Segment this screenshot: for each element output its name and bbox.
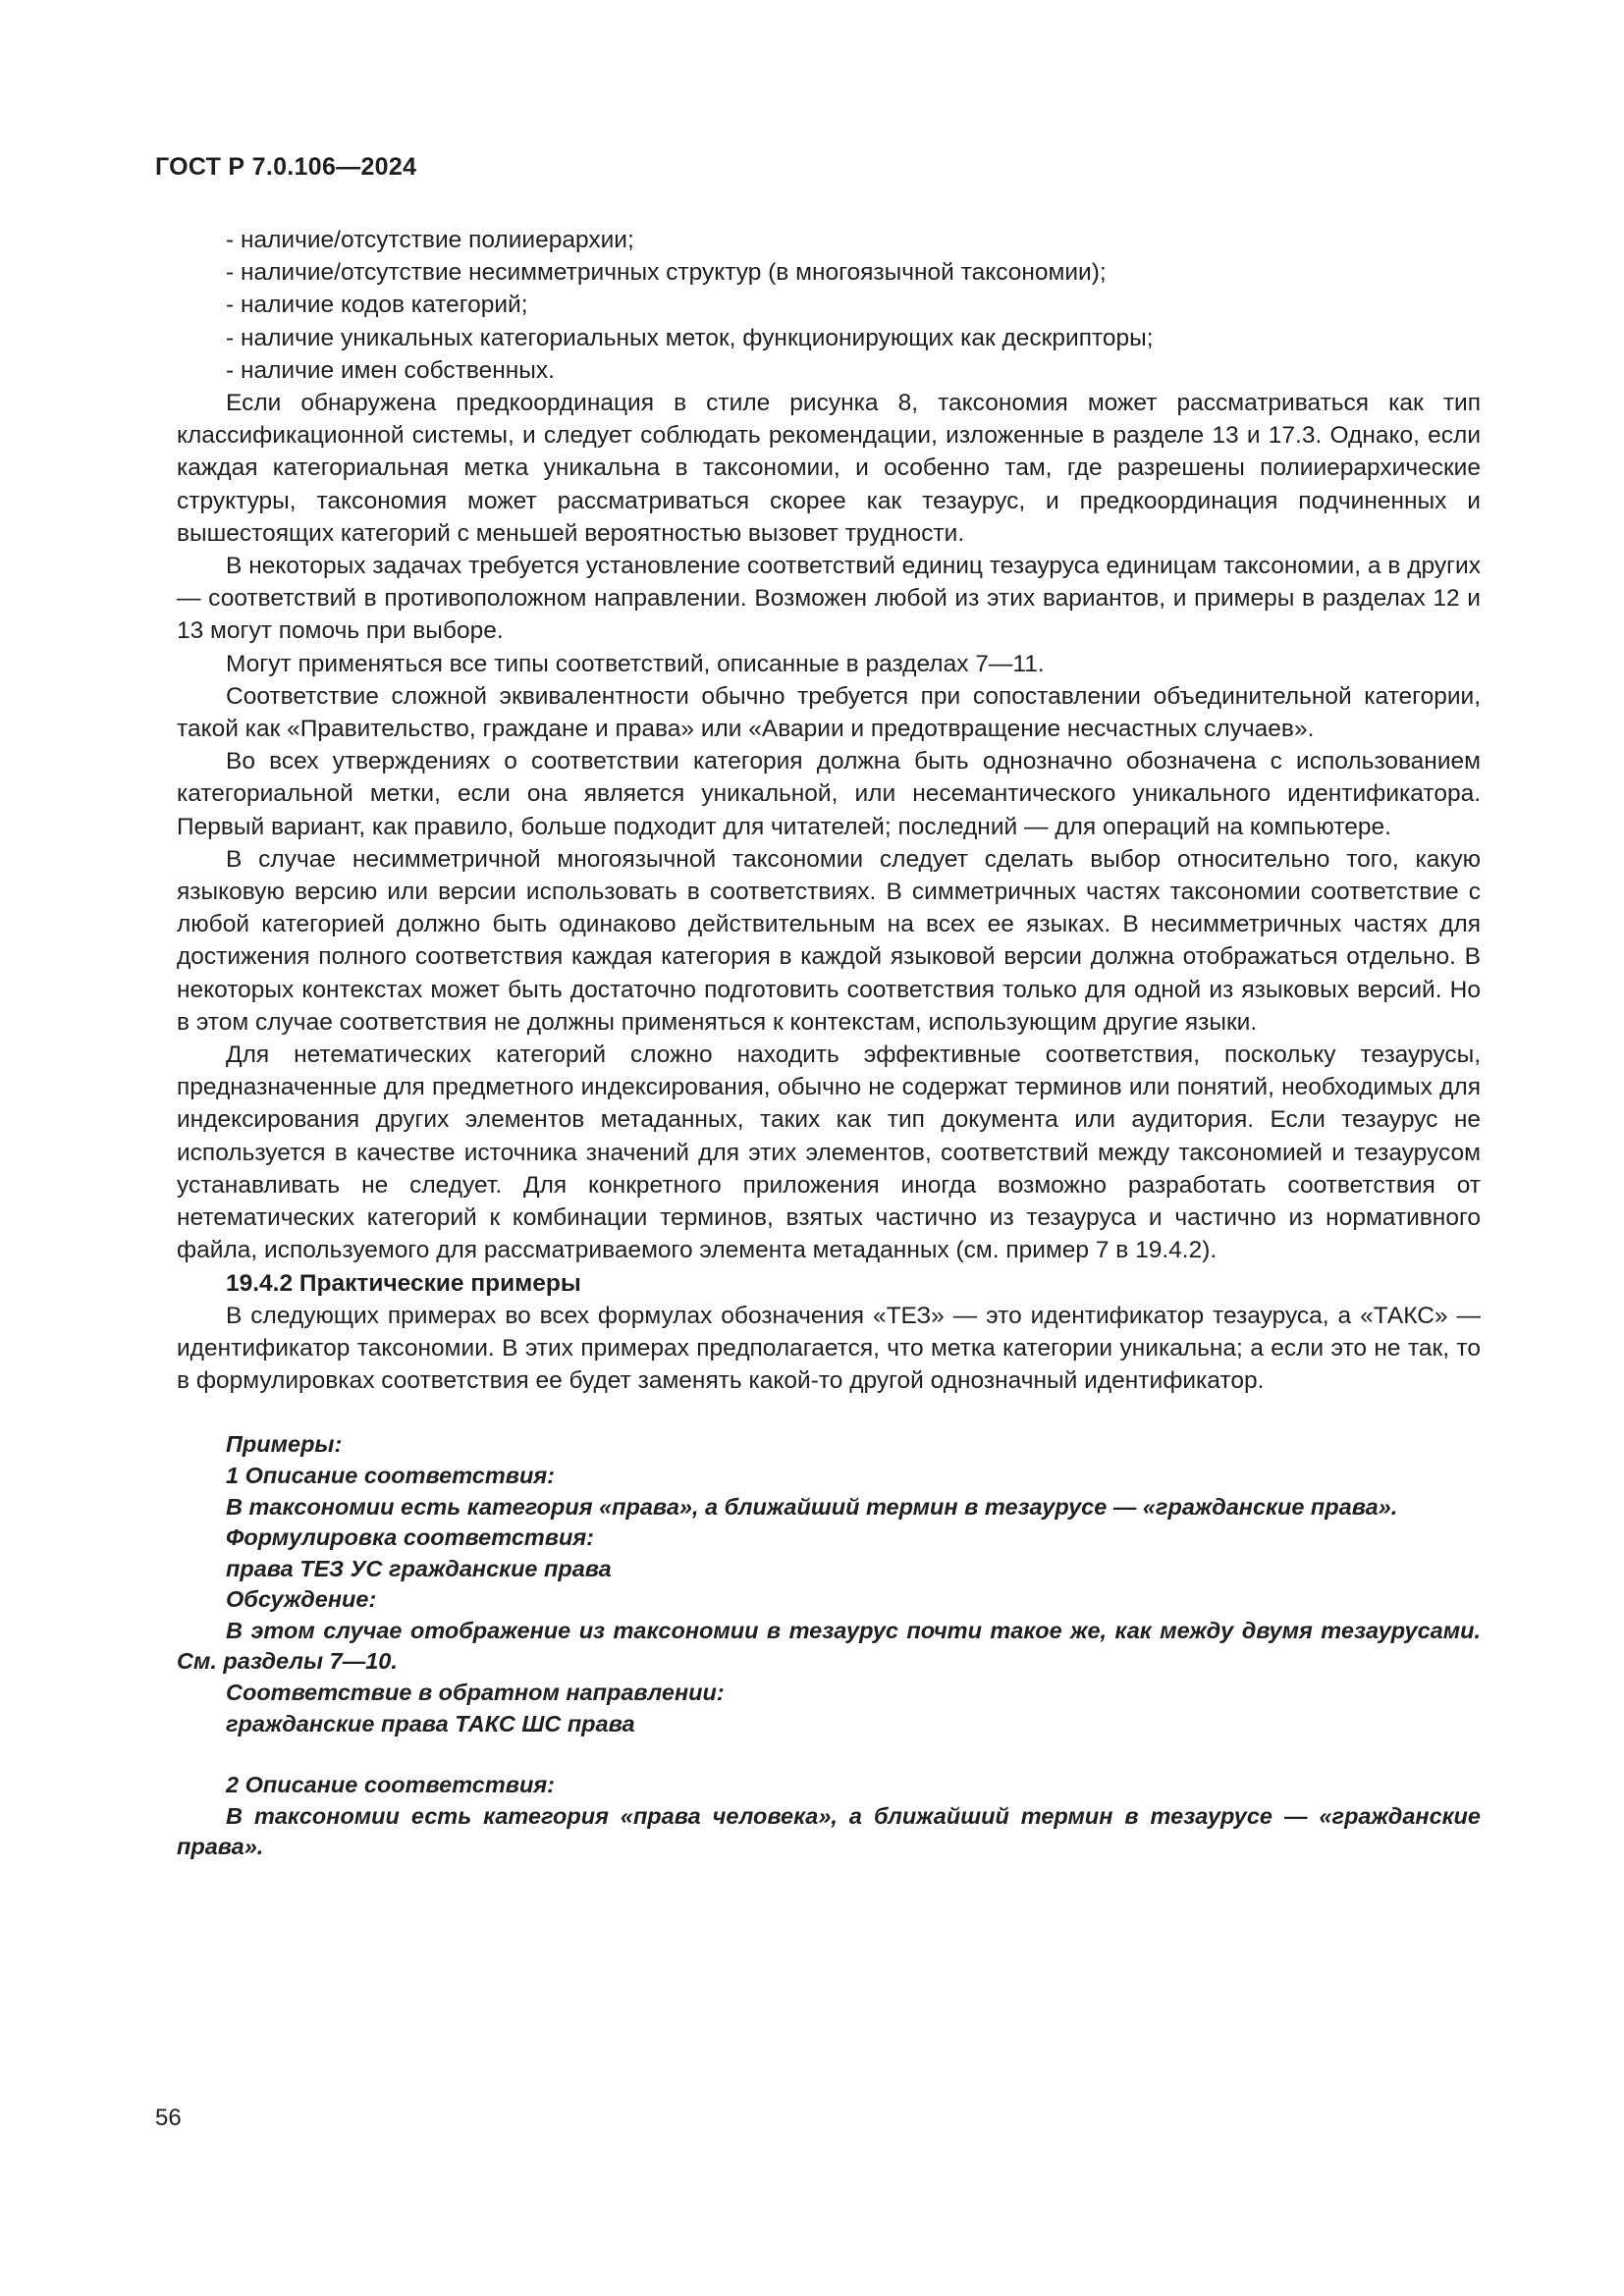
examples-title: Примеры: bbox=[226, 1431, 343, 1458]
paragraph-compound-equivalence: Соответствие сложной эквивалентности обычно требуется при сопоставлении объединительной категории, такой как «Правительство, граждане и права» или «Аварии и предотвращение несчастных случаев». bbox=[177, 682, 1481, 743]
paragraph-practical-examples: В следующих примерах во всех формулах обозначения «ТЕЗ» — это идентификатор тезауруса, а «ТАКС» — идентификатор таксономии. В этих примерах предполагается, что метка категории уникальна; а если это не так, то в формулировках соответствия ее будет заменять какой-то другой однозначный идентификатор. bbox=[177, 1302, 1481, 1395]
page-number: 56 bbox=[155, 2105, 182, 2131]
example-1-reverse-label: Соответствие в обратном направлении: bbox=[226, 1680, 725, 1706]
bullet-polyhierarchy: - наличие/отсутствие полииерархии; bbox=[226, 227, 634, 253]
example-1-formulation: права ТЕЗ УС гражданские права bbox=[226, 1555, 612, 1581]
example-1-formulation-label: Формулировка соответствия: bbox=[226, 1524, 594, 1551]
example-1-heading: 1 Описание соответствия: bbox=[226, 1462, 555, 1488]
examples-block bbox=[177, 1429, 1481, 1863]
example-spacer bbox=[177, 1739, 1481, 1770]
bullet-proper-names: - наличие имен собственных. bbox=[226, 356, 555, 384]
paragraph-mapping-types: Могут применяться все типы соответствий, описанные в разделах 7—11. bbox=[226, 650, 1045, 677]
section-heading: 19.4.2 Практические примеры bbox=[226, 1269, 581, 1297]
example-1-description: В таксономии есть категория «права», а ближайший термин в тезаурусе — «гражданские права». bbox=[226, 1493, 1398, 1520]
example-2-description: В таксономии есть категория «права человека», а ближайший термин в тезаурусе — «гражданские права». bbox=[177, 1802, 1481, 1860]
paragraph-mapping-direction: В некоторых задачах требуется установление соответствий единиц тезауруса единицам таксономии, а в других — соответствий в противоположном направлении. Возможен любой из этих вариантов, и примеры в разделах 12 и 13 могут помочь при выборе. bbox=[177, 553, 1481, 645]
paragraph-precoordination: Если обнаружена предкоординация в стиле рисунка 8, таксономия может рассматриваться как тип классификационной системы, и следует соблюдать рекомендации, изложенные в разделе 13 и 17.3. Однако, если каждая категориальная метка уникальна в таксономии, и особенно там, где разрешены полииерархические структуры, таксономия может рассматриваться скорее как тезаурус, и предкоординация подчиненных и вышестоящих категорий с меньшей вероятностью вызовет трудности. bbox=[177, 390, 1481, 547]
paragraph-category-identification: Во всех утверждениях о соответствии категория должна быть однозначно обозначена с использованием категориальной метки, если она является уникальной, или несемантического уникального идентификатора. Первый вариант, как правило, больше подходит для читателей; последний — для операций на компьютере. bbox=[177, 748, 1481, 840]
example-1-reverse: гражданские права ТАКС ШС права bbox=[226, 1710, 635, 1736]
paragraph-multilingual-taxonomy: В случае несимметричной многоязычной таксономии следует сделать выбор относительно того, какую языковую версию или версии использовать в соответствиях. В симметричных частях таксономии соответствие с любой категорией должно быть одинаково действительным на всех ее языках. В несимметричных частях для достижения полного соответствия каждая категория в каждой языковой версии должна отображаться отдельно. В некоторых контекстах может быть достаточно подготовить соответствия только для одной из языковых версий. Но в этом случае соответствия не должны применяться к контекстам, использующим другие языки. bbox=[177, 845, 1481, 1036]
page-body bbox=[177, 224, 1481, 1863]
paragraph-nonsubject-categories: Для нетематических категорий сложно находить эффективные соответствия, поскольку тезаурусы, предназначенные для предметного индексирования, обычно не содержат терминов или понятий, необходимых для индексирования других элементов метаданных, таких как тип документа или аудитория. Если тезаурус не используется в качестве источника значений для этих элементов, соответствий между таксономией и тезаурусом устанавливать не следует. Для конкретного приложения иногда возможно разработать соответствия от нетематических категорий к комбинации терминов, взятых частично из тезауруса и частично из нормативного файла, используемого для рассматриваемого элемента метаданных (см. пример 7 в 19.4.2). bbox=[177, 1041, 1481, 1264]
example-1-discussion: В этом случае отображение из таксономии в тезаурус почти такое же, как между двумя тезаурусами. См. разделы 7—10. bbox=[177, 1617, 1481, 1675]
example-2-heading: 2 Описание соответствия: bbox=[226, 1772, 555, 1798]
document-standard-header: ГОСТ Р 7.0.106—2024 bbox=[155, 153, 417, 181]
bullet-unique-labels: - наличие уникальных категориальных меток, функционирующих как дескрипторы; bbox=[226, 324, 1154, 351]
bullet-asymmetric-structures: - наличие/отсутствие несимметричных структур (в многоязычной таксономии); bbox=[226, 259, 1107, 287]
example-1-discussion-label: Обсуждение: bbox=[226, 1586, 377, 1613]
bullet-category-codes: - наличие кодов категорий; bbox=[226, 292, 528, 319]
